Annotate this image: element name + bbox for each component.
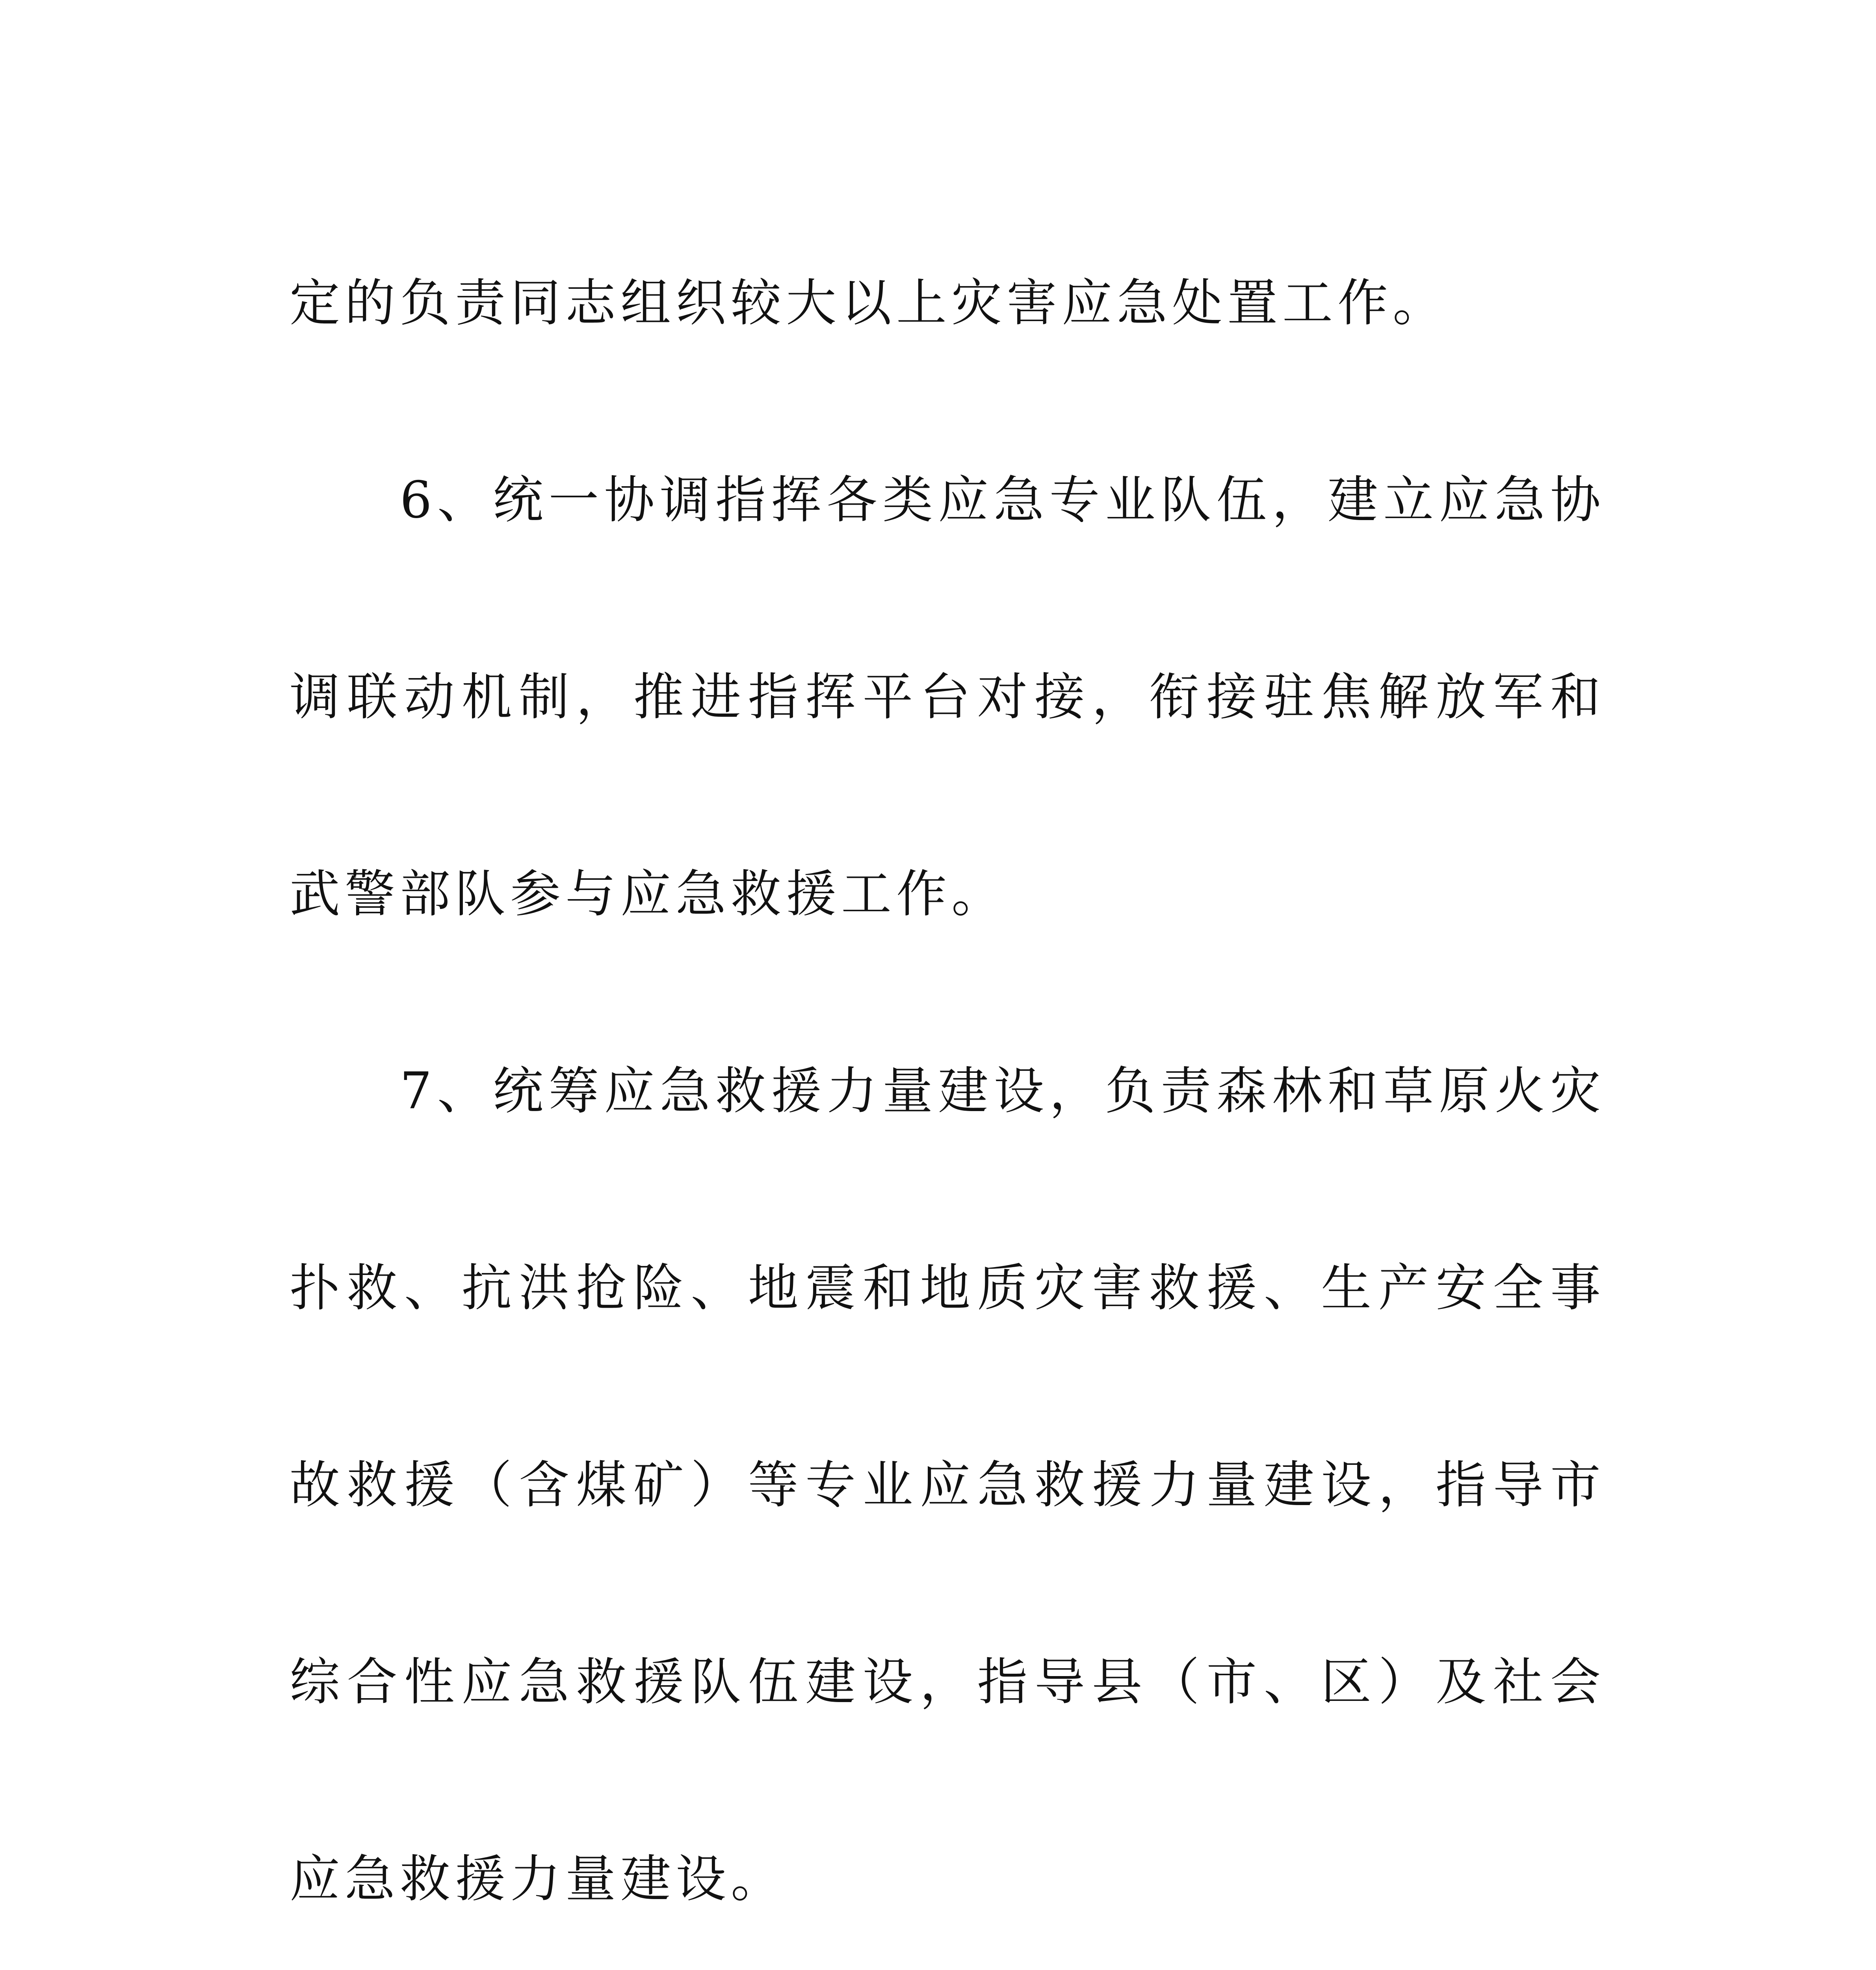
paragraph-item-7: 7、统筹应急救援力量建设，负责森林和草原火灾扑救、抗洪抢险、地震和地质灾害救援、生产安全事故救援（含煤矿）等专业应急救援力量建设，指导市综合性应急救援队伍建设，指导县（市、区）及社会应急救援力量建设。	[290, 1062, 1605, 1909]
paragraph-continuation: 定的负责同志组织较大以上灾害应急处置工作。	[290, 274, 1448, 333]
document-body	[290, 205, 1605, 1970]
paragraph-item-6: 6、统一协调指挥各类应急专业队伍，建立应急协调联动机制，推进指挥平台对接，衔接驻焦解放军和武警部队参与应急救援工作。	[290, 471, 1605, 924]
